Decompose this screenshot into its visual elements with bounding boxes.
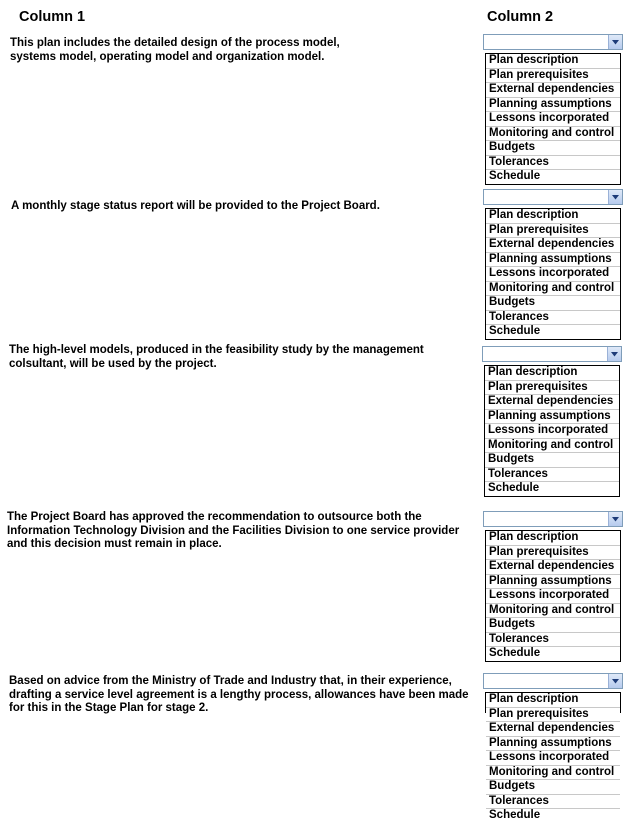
answer-dropdown[interactable]	[483, 511, 623, 527]
answer-dropdown[interactable]	[483, 34, 623, 50]
options-list	[485, 692, 621, 821]
option-item[interactable]: External dependencies	[486, 83, 620, 98]
option-item[interactable]: External dependencies	[486, 560, 620, 575]
option-item[interactable]: Budgets	[486, 296, 620, 311]
question-text: This plan includes the detailed design of the process model, systems model, operating model and organization model.	[10, 37, 340, 63]
option-item[interactable]: External dependencies	[486, 238, 620, 253]
option-item[interactable]: Budgets	[486, 618, 620, 633]
option-item[interactable]: Budgets	[485, 453, 619, 468]
question-text: Based on advice from the Ministry of Trade and Industry that, in their experience, drafting a service level agreement is a lengthy process, allowances have been made for this in the Stage Plan for stage 2.	[9, 675, 469, 714]
option-item[interactable]: Planning assumptions	[485, 410, 619, 425]
answer-dropdown[interactable]	[483, 189, 623, 205]
chevron-down-icon[interactable]	[608, 190, 622, 204]
option-item[interactable]: External dependencies	[485, 395, 619, 410]
option-item[interactable]: Schedule	[489, 325, 541, 337]
chevron-down-icon[interactable]	[607, 347, 621, 361]
option-item[interactable]: Plan prerequisites	[486, 224, 620, 239]
option-item[interactable]: Monitoring and control	[486, 282, 620, 297]
option-item[interactable]: Schedule	[489, 170, 541, 182]
column-1-header: Column 1	[19, 9, 86, 25]
option-item[interactable]: Tolerances	[486, 311, 620, 326]
chevron-down-icon[interactable]	[608, 512, 622, 526]
column-2-header: Column 2	[487, 9, 554, 25]
options-list	[485, 53, 621, 185]
question-text: The Project Board has approved the recommendation to outsource both the Information Technology Division and the Facilities Division to one service provider and this decision must remain in place.	[7, 511, 460, 550]
option-item[interactable]: Tolerances	[486, 795, 620, 810]
option-item[interactable]: Plan description	[486, 531, 620, 546]
option-item[interactable]: Schedule	[489, 809, 541, 821]
option-item[interactable]: Lessons incorporated	[486, 267, 620, 282]
option-item[interactable]: Plan prerequisites	[486, 708, 620, 723]
option-item[interactable]: Schedule	[488, 482, 540, 494]
option-item[interactable]: Planning assumptions	[486, 98, 620, 113]
options-list	[485, 208, 621, 340]
option-item[interactable]: Budgets	[486, 780, 620, 795]
option-item[interactable]: Plan description	[486, 693, 620, 708]
options-list	[485, 530, 621, 662]
option-item[interactable]: Plan description	[486, 209, 620, 224]
option-item[interactable]: Schedule	[489, 647, 541, 659]
option-item[interactable]: Tolerances	[486, 633, 620, 648]
option-item[interactable]: Monitoring and control	[486, 766, 620, 781]
option-item[interactable]: Planning assumptions	[486, 575, 620, 590]
option-item[interactable]: Monitoring and control	[486, 127, 620, 142]
option-item[interactable]: Tolerances	[485, 468, 619, 483]
question-text: The high-level models, produced in the feasibility study by the management colsultant, will be used by the project.	[9, 344, 424, 370]
option-item[interactable]: Plan description	[485, 366, 619, 381]
chevron-down-icon[interactable]	[608, 35, 622, 49]
option-item[interactable]: Plan prerequisites	[485, 381, 619, 396]
option-item[interactable]: Tolerances	[486, 156, 620, 171]
option-item[interactable]: Planning assumptions	[486, 737, 620, 752]
option-item[interactable]: Lessons incorporated	[486, 751, 620, 766]
options-list	[484, 365, 620, 497]
option-item[interactable]: Plan prerequisites	[486, 69, 620, 84]
answer-dropdown[interactable]	[482, 346, 622, 362]
option-item[interactable]: Monitoring and control	[485, 439, 619, 454]
answer-dropdown[interactable]	[483, 673, 623, 689]
option-item[interactable]: Budgets	[486, 141, 620, 156]
option-item[interactable]: Plan prerequisites	[486, 546, 620, 561]
option-item[interactable]: External dependencies	[486, 722, 620, 737]
option-item[interactable]: Planning assumptions	[486, 253, 620, 268]
option-item[interactable]: Plan description	[486, 54, 620, 69]
option-item[interactable]: Lessons incorporated	[485, 424, 619, 439]
question-text: A monthly stage status report will be provided to the Project Board.	[11, 200, 380, 212]
option-item[interactable]: Lessons incorporated	[486, 589, 620, 604]
chevron-down-icon[interactable]	[608, 674, 622, 688]
option-item[interactable]: Lessons incorporated	[486, 112, 620, 127]
option-item[interactable]: Monitoring and control	[486, 604, 620, 619]
